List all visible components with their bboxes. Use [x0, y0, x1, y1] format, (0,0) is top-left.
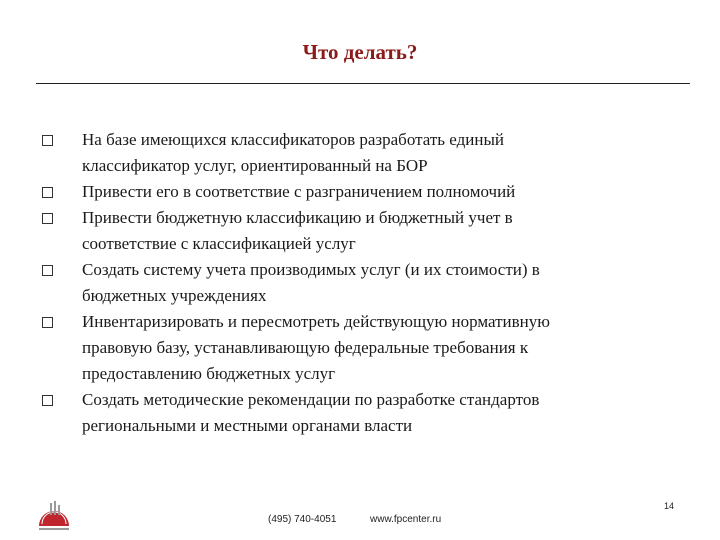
list-item — [40, 205, 680, 257]
hollow-square-bullet-icon — [42, 187, 53, 198]
list-item — [40, 387, 680, 439]
list-item-line: Инвентаризировать и пересмотреть действующую нормативную — [82, 312, 550, 331]
list-item-line: Создать методические рекомендации по разработке стандартов — [82, 390, 540, 409]
list-item-line: предоставлению бюджетных услуг — [82, 364, 336, 383]
hollow-square-bullet-icon — [42, 265, 53, 276]
list-item — [40, 179, 680, 205]
hollow-square-bullet-icon — [42, 135, 53, 146]
slide-title: Что делать? — [302, 40, 418, 64]
action-list — [40, 127, 680, 439]
page-number: 14 — [664, 501, 675, 511]
hollow-square-bullet-icon — [42, 395, 53, 406]
hollow-square-bullet-icon — [42, 213, 53, 224]
list-item-line: региональными и местными органами власти — [82, 416, 413, 435]
list-item-line: соответствие с классификацией услуг — [82, 234, 356, 253]
list-item — [40, 257, 680, 309]
list-item-line: На базе имеющихся классификаторов разработать единый — [82, 130, 504, 149]
list-item-line: Привести бюджетную классификацию и бюджетный учет в — [82, 208, 513, 227]
list-item-line: правовую базу, устанавливающую федеральные требования к — [82, 338, 529, 357]
fpcenter-logo-icon — [36, 498, 72, 534]
title-divider — [36, 83, 690, 84]
list-item-line: бюджетных учреждениях — [82, 286, 267, 305]
list-item-line: классификатор услуг, ориентированный на БОР — [82, 156, 428, 175]
list-item — [40, 127, 680, 179]
footer-url: www.fpcenter.ru — [370, 514, 442, 525]
footer-phone: (495) 740-4051 — [268, 514, 337, 525]
list-item — [40, 309, 680, 387]
hollow-square-bullet-icon — [42, 317, 53, 328]
list-item-line: Привести его в соответствие с разграничением полномочий — [82, 182, 516, 201]
list-item-line: Создать систему учета производимых услуг (и их стоимости) в — [82, 260, 540, 279]
